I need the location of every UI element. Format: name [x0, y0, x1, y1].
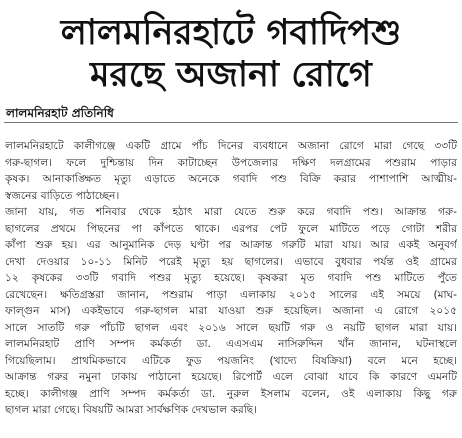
body-line: জানা যায়, গত শনিবার থেকে হঠাৎ মারা যেতে শুরু করে গবাদি পশু। আক্রান্ত গরু-: [5, 206, 457, 218]
body-line: লালমনিরহাটে কালীগঞ্জে একটি গ্রামে পাঁচ দিনের ব্যবধানে অজানা রোগে মারা গেছে ৩৩টি: [5, 140, 457, 152]
body-line: গরু-ছাগল। ফলে দুশ্চিন্তায় দিন কাটাচ্ছেন উপজেলার দক্ষিণ দলগ্রামের পশুরাম পাড়ার: [5, 156, 457, 169]
body-line: কাঁপা শুরু হয়। এর আনুমানিক দেড় ঘণ্টা পর আক্রান্ত গরুটি মারা যায়। আর একই অনুবর্গ: [5, 239, 457, 251]
body-line: লালমনিরহাট প্রাণি সম্পদ কর্মকর্তা ডা. এএসএম নাসিরুদ্দিন খাঁন জানান, ঘটনাস্থলে: [5, 338, 457, 350]
body-line: কৃষক। আনাকাঙ্ক্ষিত মৃত্যু এড়াতে অনেকে গবাদি পশু বিক্রি করার পাশাপাশি আত্মীয়-: [5, 173, 457, 185]
headline-line-2: মরছে অজানা রোগে: [90, 55, 372, 95]
article-body: [5, 138, 457, 419]
body-line: গিয়েছিলাম। প্রাথমিকভাবে এটিকে ফুড পয়জনিং (খাদ্যে বিষক্রিয়া) বলে মনে হচ্ছে।: [5, 354, 457, 367]
body-line: ছাগল মারা গেছে। বিষয়টি আমরা সার্বক্ষণিক দেখভাল করছি।: [5, 404, 257, 416]
body-line: রেখেছেন। ক্ষতিগ্রস্তরা জানান, পশুরাম পাড়া এলাকায় ২০১৫ সালের এই সময়ে (মাঘ-: [5, 288, 457, 301]
body-line: ফাল্গুন মাস) একইভাবে গরু-ছাগল মারা যাওয়া শুরু হয়েছিল। অজানা এ রোগে ২০১৫: [5, 305, 457, 317]
headline-line-1: লালমনিরহাটে গবাদিপশু: [60, 13, 402, 53]
byline: লালমনিরহাট প্রতিনিধি: [6, 106, 114, 120]
body-line: আক্রান্ত গরুর নমুনা ঢাকায় পাঠানো হয়েছে। রিপোর্ট এলে বোঝা যাবে কি কারণে এমনটি: [5, 371, 457, 383]
body-line: দেখা দেওয়ার ১০-১১ মিনিট পরেই মৃত্যু হয় ছাগলের। এভাবে বুধবার পর্যন্ত ওই গ্রামের: [5, 255, 457, 268]
body-line: ছাগলের প্রথমে পিছনের পা কাঁপতে থাকে। এরপর পেট ফুলে মাটিতে পড়ে গোটা শরীর: [5, 222, 457, 235]
body-line: স্বজনের বাড়িতে পাঠাচ্ছেন।: [5, 189, 120, 202]
body-line: ১২ কৃষকের ৩৩টি গবাদি পশুর মৃত্যু হয়েছে। কৃষকরা মৃত গবাদি পশু মাটিতে পুঁতে: [5, 272, 457, 284]
byline-divider: [4, 122, 458, 123]
body-line: হচ্ছে। কালীগঞ্জ প্রাণি সম্পদ কর্মকর্তা ডা. নুরুল ইসলাম বলেন, ওই এলাকায় কিছু গরু: [5, 387, 457, 400]
body-line: সালে সাতটি গরু পাঁচটি ছাগল এবং ২০১৬ সালে ছয়টি গরু ও নয়টি ছাগল মারা যায়।: [5, 321, 457, 334]
